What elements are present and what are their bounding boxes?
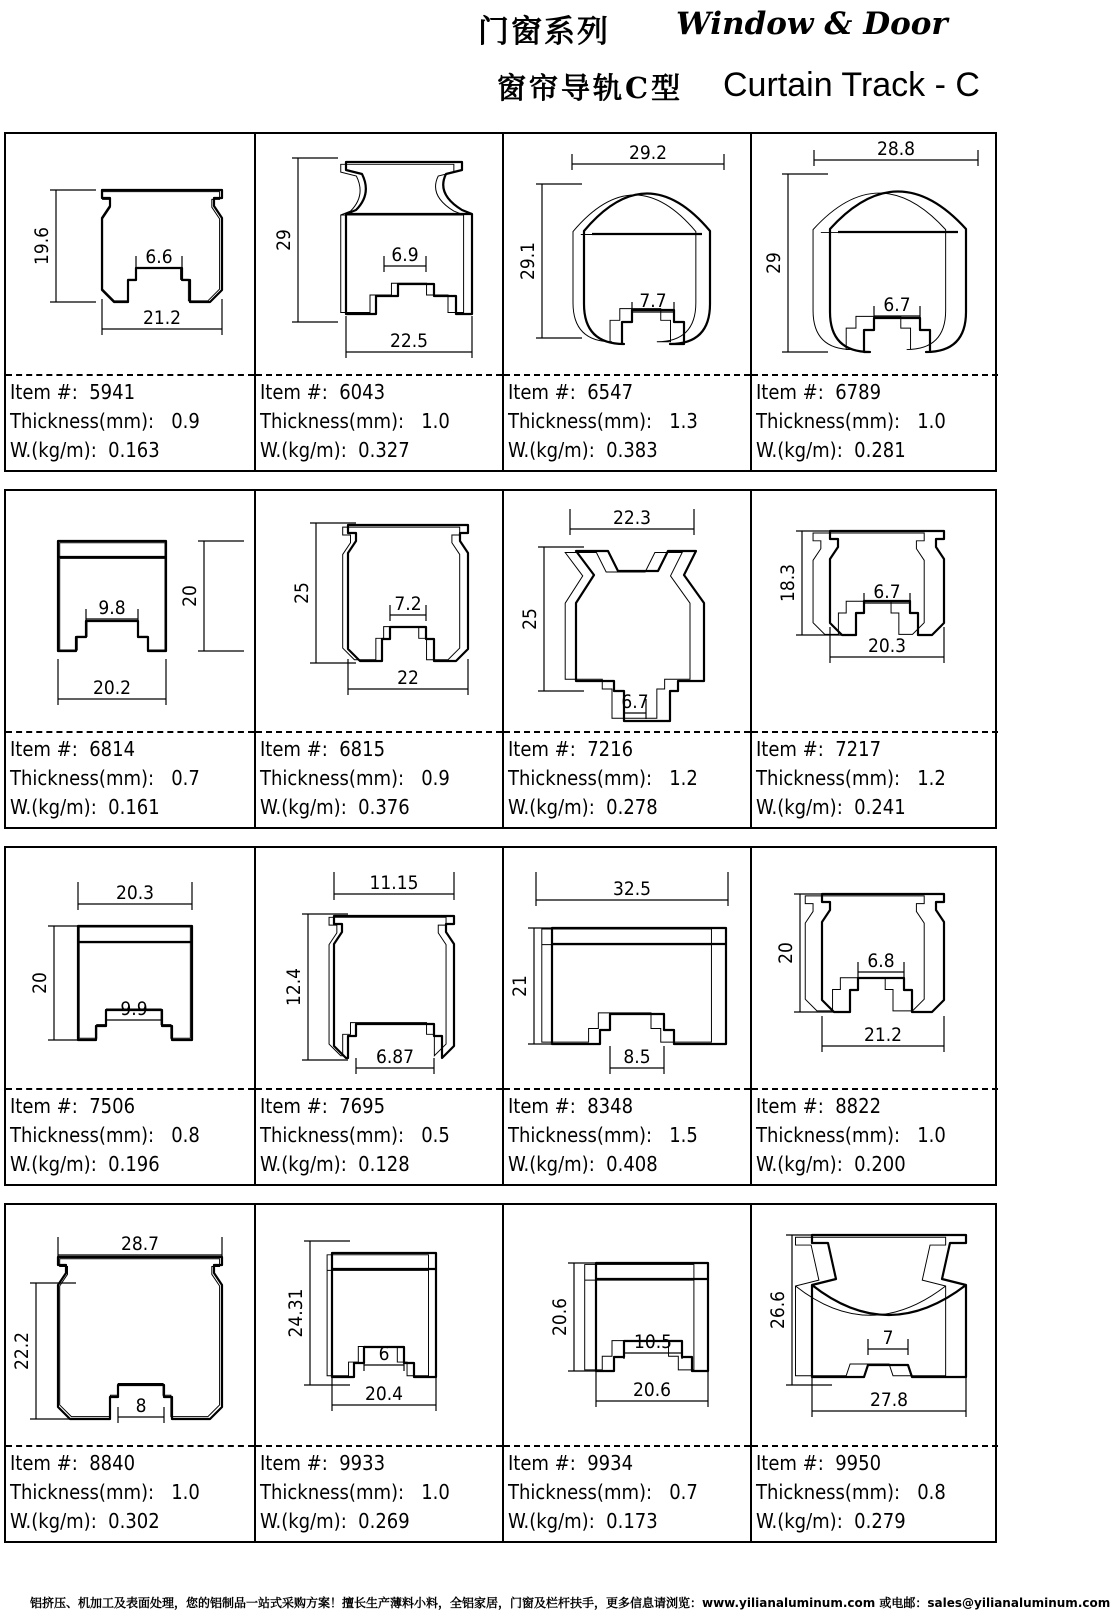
item-number-text: Item #: 5941 (10, 380, 136, 404)
divider (504, 374, 750, 376)
thickness-text: Thickness(mm): 0.7 (508, 1480, 698, 1504)
weight-text: W.(kg/m): 0.163 (10, 438, 160, 462)
dim-slot: 6.9 (391, 244, 419, 266)
dim-top-width: 22.3 (612, 507, 652, 529)
item-number-text: Item #: 6814 (10, 737, 136, 761)
item-number-text: Item #: 9933 (260, 1451, 386, 1475)
thickness-text: Thickness(mm): 0.7 (10, 766, 200, 790)
product-card-9933 (254, 1205, 502, 1541)
divider (6, 731, 254, 733)
profile-outline (596, 1263, 708, 1371)
spec-block (756, 1092, 946, 1179)
spec-block (10, 1092, 200, 1179)
weight-text: W.(kg/m): 0.278 (508, 795, 658, 819)
weight-text: W.(kg/m): 0.200 (756, 1152, 906, 1176)
profile-inner-outline (329, 917, 446, 1055)
item-number-text: Item #: 6547 (508, 380, 634, 404)
dim-height: 18.3 (777, 563, 799, 603)
profile-drawing (504, 1205, 752, 1445)
product-card-9950 (750, 1205, 998, 1541)
dim-width: 27.8 (869, 1389, 909, 1411)
thickness-text: Thickness(mm): 0.5 (260, 1123, 450, 1147)
product-row (4, 489, 997, 829)
profile-inner-outline (542, 929, 712, 1042)
dim-width: 21.2 (863, 1024, 903, 1046)
thickness-text: Thickness(mm): 1.0 (756, 1123, 946, 1147)
profile-drawing (256, 134, 504, 374)
product-card-6547 (502, 134, 750, 470)
dim-slot: 10.5 (633, 1331, 673, 1353)
thickness-text: Thickness(mm): 1.0 (10, 1480, 200, 1504)
profile-inner-outline (341, 164, 464, 312)
dim-width: 20.3 (867, 635, 907, 657)
dim-slot: 7 (882, 1327, 894, 1349)
divider (6, 1088, 254, 1090)
spec-block (10, 735, 200, 822)
dim-height: 29 (273, 229, 295, 251)
divider (6, 1445, 254, 1447)
weight-text: W.(kg/m): 0.128 (260, 1152, 410, 1176)
dim-slot: 9.9 (120, 998, 148, 1020)
dim-height: 19.6 (31, 226, 53, 266)
item-number-text: Item #: 8822 (756, 1094, 882, 1118)
header-title-en: Window & Door (676, 6, 948, 42)
dim-height: 20 (179, 585, 201, 607)
product-card-6814 (6, 491, 254, 827)
profile-drawing (256, 848, 504, 1088)
dim-slot: 6.8 (867, 950, 895, 972)
dim-height: 21 (509, 975, 531, 997)
profile-drawing (256, 1205, 504, 1445)
dim-slot: 6.7 (621, 691, 649, 713)
spec-block (508, 378, 698, 465)
spec-block (260, 378, 450, 465)
profile-inner-outline (813, 193, 946, 349)
product-card-7695 (254, 848, 502, 1184)
weight-text: W.(kg/m): 0.196 (10, 1152, 160, 1176)
profile-outline (552, 928, 726, 1044)
thickness-text: Thickness(mm): 1.0 (260, 1480, 450, 1504)
profile-inner-outline (796, 1237, 946, 1375)
dim-slot: 6 (378, 1343, 390, 1365)
item-number-text: Item #: 7216 (508, 737, 634, 761)
dim-width: 22.5 (389, 330, 429, 352)
dim-height: 20.6 (549, 1297, 571, 1337)
header-subtitle-cn: 窗帘导轨C型 (497, 71, 684, 105)
profile-inner-outline (60, 1259, 220, 1417)
footer-contact: 铝挤压、机加工及表面处理，您的铝制品一站式采购方案！擅长生产薄料小料，全铝家居，门窗及栏杆扶手，更多信息请浏览：www.yilianaluminum.com 或电邮：sales@yilianaluminum.com (30, 1596, 1110, 1610)
profile-drawing (504, 491, 752, 731)
dim-width: 20.4 (364, 1383, 404, 1405)
product-card-9934 (502, 1205, 750, 1541)
profile-outline (812, 1235, 966, 1377)
dim-height: 25 (291, 582, 313, 604)
dim-top-width: 28.8 (876, 138, 916, 160)
product-row (4, 132, 997, 472)
item-number-text: Item #: 7506 (10, 1094, 136, 1118)
spec-block (260, 1092, 450, 1179)
thickness-text: Thickness(mm): 0.8 (756, 1480, 946, 1504)
dim-slot: 8 (135, 1395, 147, 1417)
thickness-text: Thickness(mm): 0.9 (260, 766, 450, 790)
profile-outline (584, 194, 710, 345)
dim-top-width: 11.15 (369, 872, 419, 894)
dim-top-width: 29.2 (628, 142, 668, 164)
divider (504, 731, 750, 733)
product-card-7216 (502, 491, 750, 827)
weight-text: W.(kg/m): 0.269 (260, 1509, 410, 1533)
dim-slot: 7.7 (639, 290, 667, 312)
dim-slot: 6.87 (375, 1046, 415, 1068)
product-card-6789 (750, 134, 998, 470)
divider (504, 1088, 750, 1090)
product-card-5941 (6, 134, 254, 470)
profile-inner-outline (573, 195, 696, 342)
product-card-8822 (750, 848, 998, 1184)
product-card-7217 (750, 491, 998, 827)
profile-drawing (752, 1205, 1000, 1445)
spec-block (756, 1449, 946, 1536)
dim-width: 22 (397, 667, 419, 689)
profile-drawing (504, 848, 752, 1088)
spec-block (10, 1449, 200, 1536)
spec-block (508, 1092, 698, 1179)
divider (256, 374, 502, 376)
spec-block (260, 1449, 450, 1536)
profile-drawing (6, 1205, 254, 1445)
dim-width: 21.2 (142, 307, 182, 329)
weight-text: W.(kg/m): 0.173 (508, 1509, 658, 1533)
item-number-text: Item #: 7217 (756, 737, 882, 761)
weight-text: W.(kg/m): 0.383 (508, 438, 658, 462)
dim-top-width: 32.5 (612, 878, 652, 900)
dim-slot: 9.8 (98, 597, 126, 619)
profile-drawing (752, 848, 1000, 1088)
product-row (4, 846, 997, 1186)
item-number-text: Item #: 7695 (260, 1094, 386, 1118)
item-number-text: Item #: 9934 (508, 1451, 634, 1475)
weight-text: W.(kg/m): 0.161 (10, 795, 160, 819)
weight-text: W.(kg/m): 0.281 (756, 438, 906, 462)
thickness-text: Thickness(mm): 1.2 (756, 766, 946, 790)
weight-text: W.(kg/m): 0.408 (508, 1152, 658, 1176)
item-number-text: Item #: 8840 (10, 1451, 136, 1475)
spec-block (756, 378, 946, 465)
item-number-text: Item #: 6043 (260, 380, 386, 404)
header-title-cn: 门窗系列 (478, 14, 610, 50)
product-card-6043 (254, 134, 502, 470)
profile-drawing (6, 134, 254, 374)
thickness-text: Thickness(mm): 0.9 (10, 409, 200, 433)
thickness-text: Thickness(mm): 1.3 (508, 409, 698, 433)
dim-height: 20 (775, 942, 797, 964)
profile-drawing (6, 491, 254, 731)
item-number-text: Item #: 9950 (756, 1451, 882, 1475)
dim-height: 26.6 (767, 1290, 789, 1330)
dim-slot: 6.6 (145, 246, 173, 268)
dim-width: 20.2 (92, 677, 132, 699)
header-subtitle-en: Curtain Track - C (723, 66, 980, 104)
divider (752, 1445, 998, 1447)
profile-drawing (752, 134, 1000, 374)
dim-slot: 6.7 (883, 294, 911, 316)
dim-slot: 8.5 (623, 1046, 651, 1068)
profile-drawing (256, 491, 504, 731)
divider (504, 1445, 750, 1447)
product-card-8840 (6, 1205, 254, 1541)
dim-top-width: 28.7 (120, 1233, 160, 1255)
item-number-text: Item #: 8348 (508, 1094, 634, 1118)
thickness-text: Thickness(mm): 1.5 (508, 1123, 698, 1147)
dim-top-width: 20.3 (115, 882, 155, 904)
item-number-text: Item #: 6815 (260, 737, 386, 761)
dim-slot: 7.2 (394, 593, 422, 615)
dim-height: 20 (29, 972, 51, 994)
spec-block (508, 1449, 698, 1536)
profile-outline (334, 916, 454, 1058)
spec-block (260, 735, 450, 822)
weight-text: W.(kg/m): 0.327 (260, 438, 410, 462)
dim-height: 12.4 (283, 967, 305, 1007)
divider (752, 731, 998, 733)
thickness-text: Thickness(mm): 1.2 (508, 766, 698, 790)
divider (256, 731, 502, 733)
divider (752, 1088, 998, 1090)
thickness-text: Thickness(mm): 1.0 (260, 409, 450, 433)
divider (256, 1088, 502, 1090)
weight-text: W.(kg/m): 0.376 (260, 795, 410, 819)
dim-height: 22.2 (11, 1331, 33, 1371)
dim-height: 29.1 (517, 241, 539, 281)
product-card-7506 (6, 848, 254, 1184)
profile-inner-outline (585, 1265, 694, 1370)
dim-height: 24.31 (285, 1288, 307, 1338)
divider (752, 374, 998, 376)
dim-height: 25 (519, 608, 541, 630)
weight-text: W.(kg/m): 0.302 (10, 1509, 160, 1533)
divider (6, 374, 254, 376)
product-row (4, 1203, 997, 1543)
thickness-text: Thickness(mm): 0.8 (10, 1123, 200, 1147)
product-card-8348 (502, 848, 750, 1184)
profile-drawing (504, 134, 752, 374)
divider (256, 1445, 502, 1447)
profile-drawing (752, 491, 1000, 731)
weight-text: W.(kg/m): 0.241 (756, 795, 906, 819)
dim-height: 29 (763, 252, 785, 274)
item-number-text: Item #: 6789 (756, 380, 882, 404)
spec-block (508, 735, 698, 822)
profile-outline (58, 541, 166, 651)
weight-text: W.(kg/m): 0.279 (756, 1509, 906, 1533)
product-card-6815 (254, 491, 502, 827)
spec-block (10, 378, 200, 465)
thickness-text: Thickness(mm): 1.0 (756, 409, 946, 433)
profile-drawing (6, 848, 254, 1088)
dim-width: 20.6 (632, 1379, 672, 1401)
profile-outline (346, 162, 472, 314)
profile-inner-outline (79, 927, 190, 1038)
dim-slot: 6.7 (873, 581, 901, 603)
spec-block (756, 735, 946, 822)
